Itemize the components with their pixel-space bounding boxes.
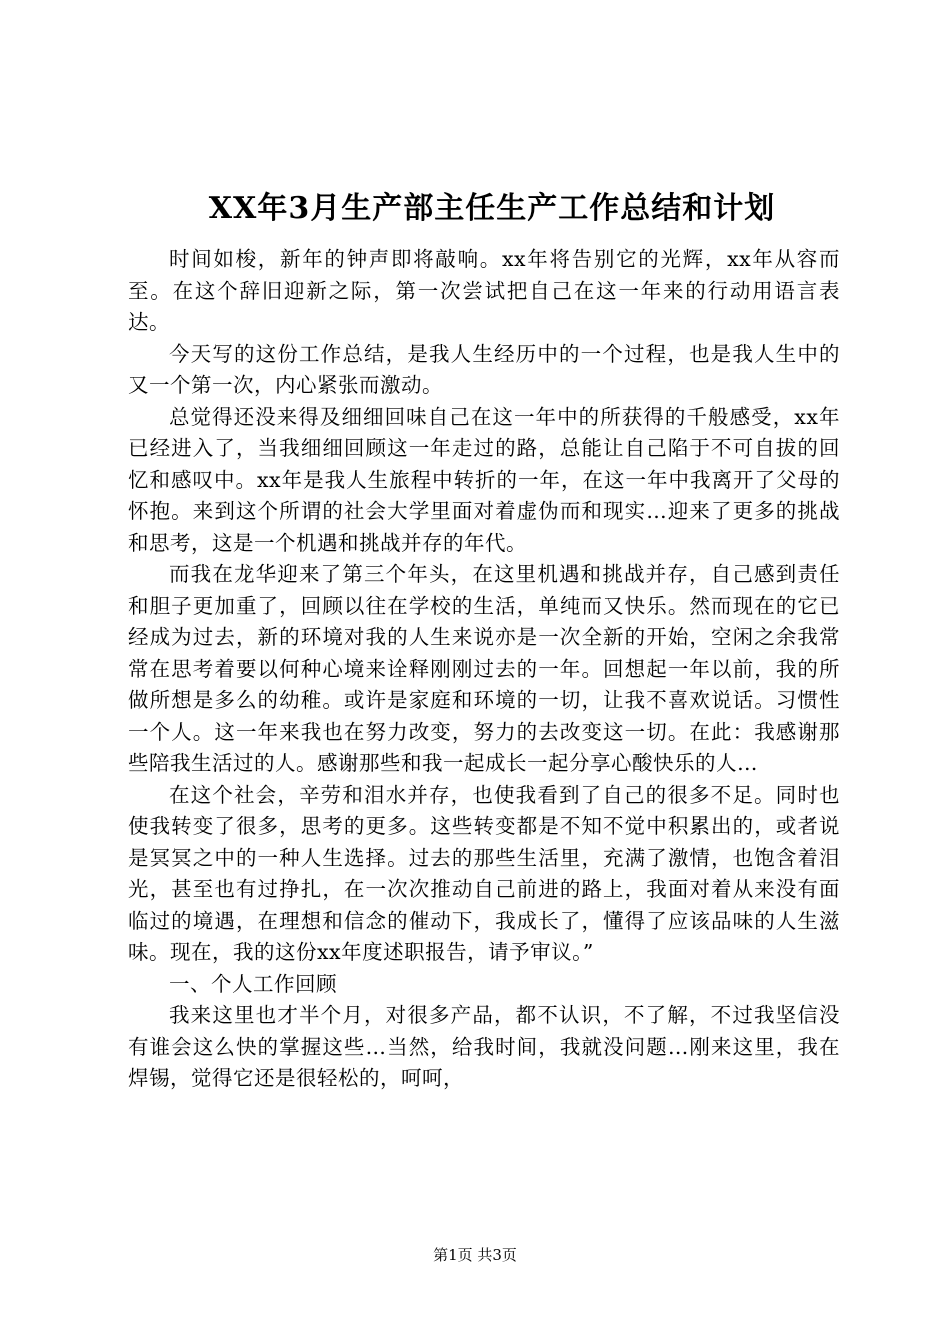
section-heading-personal-review: 一、个人工作回顾 [169,971,337,996]
page-footer: 第1页 共3页 [433,1246,517,1264]
paragraph-reflection: 总觉得还没来得及细细回味自己在这一年中的所获得的千般感受，xx年已经进入了，当我细细回顾这一年走过的路，总能让自己陷于不可自拔的回忆和感叹中。xx年是我人生旅程中转折的一年，在这一年中我离开了父母的怀抱。来到这个所谓的社会大学里面对着虚伪而和现实…迎来了更多的挑战和思考，这是一个机遇和挑战并存的年代。 [128,404,840,555]
paragraph-longhua: 而我在龙华迎来了第三个年头，在这里机遇和挑战并存，自己感到责任和胆子更加重了，回顾以往在学校的生活，单纯而又快乐。然而现在的它已经成为过去，新的环境对我的人生来说亦是一次全新的开始，空闲之余我常常在思考着要以何种心境来诠释刚刚过去的一年。回想起一年以前，我的所做所想是多么的幼稚。或许是家庭和环境的一切，让我不喜欢说话。习惯性一个人。这一年来我也在努力改变，努力的去改变这一切。在此：我感谢那些陪我生活过的人。感谢那些和我一起成长一起分享心酸快乐的人… [128,562,840,775]
paragraph-society: 在这个社会，辛劳和泪水并存，也使我看到了自己的很多不足。同时也使我转变了很多，思考的更多。这些转变都是不知不觉中积累出的，或者说是冥冥之中的一种人生选择。过去的那些生活里，充满了激情，也饱含着泪光，甚至也有过挣扎，在一次次推动自己前进的路上，我面对着从来没有面临过的境遇，在理想和信念的催动下，我成长了，懂得了应该品味的人生滋味。现在，我的这份xx年度述职报告，请予审议。” [128,782,840,964]
document-body [128,180,840,1095]
paragraph-summary-today: 今天写的这份工作总结，是我人生经历中的一个过程，也是我人生中的又一个第一次，内心紧张而激动。 [128,341,840,397]
paragraph-intro: 时间如梭，新年的钟声即将敲响。xx年将告别它的光辉，xx年从容而至。在这个辞旧迎新之际，第一次尝试把自己在这一年来的行动用语言表达。 [128,247,840,334]
paragraph-work-start: 我来这里也才半个月，对很多产品，都不认识，不了解，不过我坚信没有谁会这么快的掌握这些…当然，给我时间，我就没问题…刚来这里，我在焊锡，觉得它还是很轻松的，呵呵， [128,1003,840,1090]
document-title: XX年3月生产部主任生产工作总结和计划 [208,191,776,226]
